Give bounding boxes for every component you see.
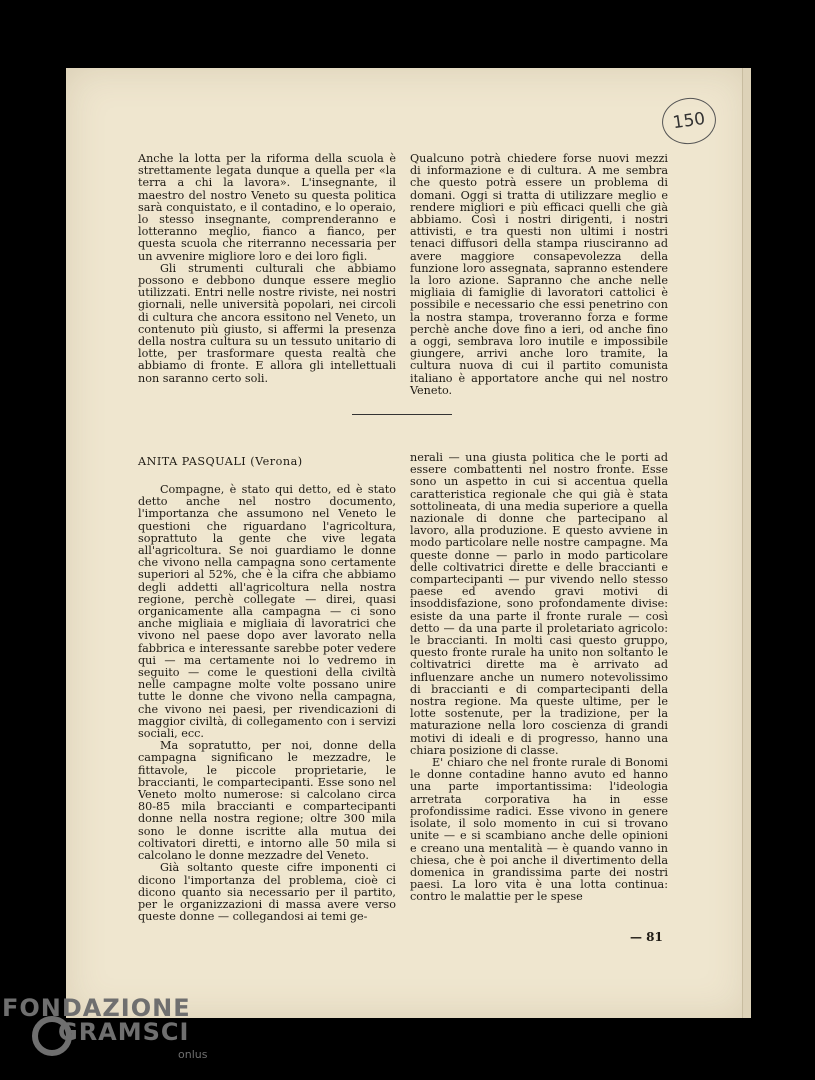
section1-column-left — [138, 153, 396, 385]
paragraph: nerali — una giusta politica che le porti ad essere combattenti nel nostro fronte. Esse sono un aspetto in cui si accentua quella caratteristica regionale che qui già è stata sottolineata, di una media superiore a quella nazionale di donne che partecipano al lavoro, alla produzione. E questo avviene in modo particolare nelle nostre campagne. Ma queste donne — parlo in modo particolare delle coltivatrici dirette e delle braccianti e compartecipanti — pur vivendo nello stesso paese ed avendo gravi motivi di insoddisfazione, sono profondamente divise: esiste da una parte il fronte rurale — così detto — da una parte il proletariato agricolo: le braccianti. In molti casi questo gruppo, questo fronte rurale ha unito non soltanto le coltivatrici dirette ma è arrivato ad influenzare anche un numero notevolissimo di braccianti e di compartecipanti della nostra regione. Ma queste ultime, per le lotte sostenute, per la tradizione, per la maturazione nella loro coscienza di grandi motivi di ideali e di progresso, hanno una chiara posizione di classe. — [410, 451, 668, 757]
paragraph: Qualcuno potrà chiedere forse nuovi mezzi di informazione e di cultura. A me sembra che questo potrà essere un problema di domani. Oggi si tratta di utilizzare meglio e rendere migliori e più efficaci quelli che già abbiamo. Così i nostri dirigenti, i nostri attivisti, e tra questi non ultimi i nostri tenaci diffusori della stampa riusciranno ad avere maggiore consapevolezza della funzione loro assegnata, sapranno estendere la loro azione. Sapranno che anche nelle migliaia di famiglie di lavoratori cattolici è possibile e necessario che essi penetrino con la nostra stampa, troveranno forza e forme perchè anche dove fino a ieri, od anche fino a oggi, sembrava loro inutile e impossibile giungere, arrivi anche loro tramite, la cultura nuova di cui il partito comunista italiano è apportatore anche qui nel nostro Veneto. — [410, 152, 668, 397]
handwritten-number: 150 — [671, 108, 707, 134]
section2-column-right — [410, 452, 668, 904]
page-edge — [742, 68, 751, 1018]
watermark — [0, 990, 210, 1080]
paragraph: E' chiaro che nel fronte rurale di Bonomi le donne contadine hanno avuto ed hanno una parte importantissima: l'ideologia arretrata corporativa ha in esse profondissime radici. Esse vivono in genere isolate, il solo momento in cui si trovano unite — e si scambiano anche delle opinioni e creano una mentalità — è quando vanno in chiesa, che è poi anche il divertimento della domenica in grandissima parte dei nostri paesi. La loro vita è una lotta continua: contro le malattie per le spese — [410, 756, 668, 904]
paragraph: Ma sopratutto, per noi, donne della campagna significano le mezzadre, le fittavole, le piccole proprietarie, le braccianti, le compartecipanti. Esse sono nel Veneto molto numerose: si calcolano circa 80-85 mila braccianti e compartecipanti donne nella nostra regione; oltre 300 mila sono le donne iscritte alla mutua dei coltivatori diretti, e intorno alle 50 mila si calcolano le donne mezzadre del Veneto. — [138, 739, 396, 863]
section-divider — [352, 414, 452, 415]
watermark-line2: GRAMSCI — [58, 1018, 190, 1046]
watermark-line3: onlus — [178, 1048, 208, 1061]
page-number: — 81 — [630, 930, 663, 944]
watermark-line1: FONDAZIONE — [2, 994, 191, 1022]
paragraph: Gli strumenti culturali che abbiamo possono e debbono dunque essere meglio utilizzati. Entri nelle nostre riviste, nei nostri giornali, nelle università popolari, nei circoli di cultura che ancora essitono nel Veneto, un contenuto più giusto, si affermi la presenza della nostra cultura su un tessuto unitario di lotte, per trasformare questa realtà che abbiamo di fronte. E allora gli intellettuali non saranno certo soli. — [138, 261, 396, 385]
section1-column-right — [410, 153, 668, 397]
paragraph: Anche la lotta per la riforma della scuola è strettamente legata dunque a quella per «la terra a chi la lavora». L'insegnante, il maestro del nostro Veneto su questa politica sarà conquistato, e il contadino, e lo operaio, lo stesso insegnante, comprenderanno e lotteranno meglio, fianco a fianco, per questa scuola che riterranno necessaria per un avvenire migliore loro e dei loro figli. — [138, 152, 396, 263]
paragraph: Già soltanto queste cifre imponenti ci dicono l'importanza del problema, cioè ci dicono quanto sia necessario per il partito, per le organizzazioni di massa avere verso queste donne — collegandosi ai temi ge- — [138, 861, 396, 924]
paragraph: Compagne, è stato qui detto, ed è stato detto anche nel nostro documento, l'importanza che assumono nel Veneto le questioni che riguardano l'agricoltura, soprattuto la gente che vive legata all'agricoltura. Se noi guardiamo le donne che vivono nella campagna sono certamente superiori al 52%, che è la cifra che abbiamo degli addetti all'agricoltura nella nostra regione, perchè collegate — direi, quasi organicamente alla campagna — ci sono anche migliaia e migliaia di lavoratrici che vivono nel paese dopo aver lavorato nella fabbrica e interessante sarebbe poter vedere qui — ma certamente noi lo vedremo in seguito — come le questioni della civiltà nelle campagne molte volte possano unire tutte le donne che vivono nella campagna, che vivono nei paesi, per rivendicazioni di maggior civiltà, di collegamento con i servizi sociali, ecc. — [138, 483, 396, 741]
section2-column-left — [138, 484, 396, 923]
speaker-heading: ANITA PASQUALI (Verona) — [138, 455, 303, 468]
